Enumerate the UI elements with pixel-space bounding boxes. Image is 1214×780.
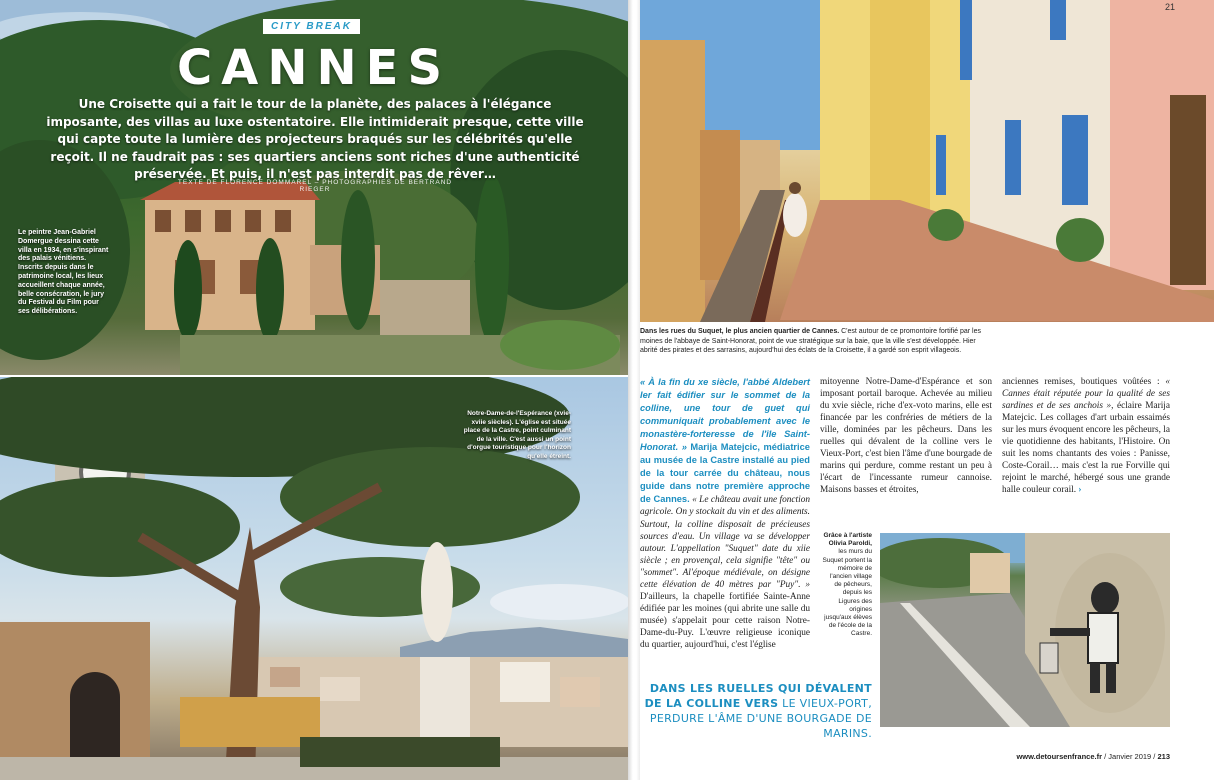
column-3-rest: , éclaire Marija Matejcic. Les collages d'art urbain essaimés sur les murs évoquent encore les pêcheurs, la vie quotidienne des habitants, l'Histoire. On suit les noms chantants des voies : Panisse, Coste-Corail… mais c'est la rue Forville qui rejoint le marché, hébergé sous une grande halle couleur corail. (1002, 401, 1170, 496)
street-photo-caption (640, 327, 988, 356)
footer-issue: / Janvier 2019 / (1102, 752, 1158, 761)
section-kicker: CITY BREAK (263, 19, 360, 34)
mural-caption-lead: Grâce à l'artiste Olivia Paroldi, (823, 532, 872, 548)
street-photo-caption-lead: Dans les rues du Suquet, le plus ancien quartier de Cannes. (640, 328, 840, 335)
page-footer (1010, 752, 1170, 761)
column-1-tail: D'ailleurs, la chapelle fortifiée Sainte-Anne édifiée par les moines (qui abrite une salle du musée) s'appelait pour cette raison Notre-Dame-du-Puy. L'œuvre religieuse iconique du quartier, aujourd'hui, c'est l'église (640, 591, 810, 650)
column-3-start: anciennes remises, boutiques voûtées : (1002, 377, 1160, 387)
church-caption: Notre-Dame-de-l'Espérance (xvie-xviie siècles). L'église est située place de la Castre, point culminant de la ville. C'est aussi un point d'orgue touristique pour l'horizon qu'elle étreint. (463, 410, 571, 460)
pull-quote-bold: DANS LES RUELLES QUI DÉVALENT DE LA COLLINE VERS (644, 682, 872, 710)
footer-website: www.detoursenfrance.fr (1016, 752, 1103, 761)
pull-quote (640, 681, 872, 741)
street-art-mural-photo (880, 533, 1170, 727)
page-number-right: 21 (1165, 2, 1176, 12)
intro-paragraph: Une Croisette qui a fait le tour de la planète, des palaces à l'élégance imposante, des villas au luxe ostentatoire. Elle intimiderait presque, cette ville qui capte toute la lumière des projecteurs braqués sur les célébrités qu'elle reçoit. Il ne faudrait pas : ses quartiers anciens sont riches d'une authenticité préservée. Et puis, il n'est pas interdit pas de rêver… (46, 97, 584, 181)
body-column-2: mitoyenne Notre-Dame-d'Espérance et son imposant portail baroque. Achevée au milieu du xvie siècle, riche d'ex-voto marins, elle est financée par les confréries de métiers de la ville, dominées par les pêcheurs. Dans les ruelles qui dévalent de la colline vers le Vieux-Port, c'est bien l'âme d'une bourgade de marins qui perdure, comme restant un peu à l'écart de l'incessante rumeur cannoise. Maisons basses et étroites, (820, 377, 992, 496)
column-3-quote: « Cannes était réputée pour la qualité de ses sardines et de ses anchois » (1002, 377, 1170, 412)
footer-page-number: 213 (1157, 752, 1170, 761)
continue-arrow-icon: › (1078, 485, 1082, 496)
street-photo-caption-body: C'est autour de ce promontoire fortifié par les moines de l'abbaye de Saint-Honorat, point de vue stratégique sur la baie, que la ville s'est développée. Hier abrité des pirates et des sarrasins, aujourd'hui des éclats de la Croisette, il a gardé son esprit villageois. (640, 328, 981, 354)
guide-intro: Marija Matejcic, médiatrice au musée de la Castre installé au pied de la tour carrée du château, nous guide dans notre première approche de Cannes. (640, 442, 810, 505)
mural-caption-body: les murs du Suquet portent la mémoire de l'ancien village de pêcheurs, depuis les Ligures des origines jusqu'aux élèves de l'école de la Castre. (822, 548, 872, 638)
mural-caption (822, 532, 872, 639)
lead-quote: « À la fin du xe siècle, l'abbé Aldebert Ier fait édifier sur le sommet de la colline, une tour de guet qui communiquait probablement avec le monastère-forteresse de l'île Saint-Honorat. » (640, 377, 810, 453)
guide-quote: « Le château avait une fonction agricole. On y stockait du vin et des aliments. Surtout, la colline disposait de précieuses sources d'eau. Un village va se développer autour. L'appellation "Suquet" date du xiie siècle ; en provençal, cela signifie "tête" ou "sommet". Al'époque médiévale, on désigne cette élévation de 40 mètres par "Puy". » (640, 495, 810, 590)
suquet-street-photo (640, 0, 1214, 322)
article-title: CANNES (176, 40, 452, 96)
byline-credit: TEXTE DE FLORENCE DOMMAREL – PHOTOGRAPHIES DE BERTRAND RIEGER (177, 179, 453, 193)
villa-caption: Le peintre Jean-Gabriel Domergue dessina cette villa en 1934, en s'inspirant des palais vénitiens. Inscrits depuis dans le patrimoine local, les lieux accueillent chaque année, belle consécration, le jury du Festival du Film pour ses délibérations. (18, 229, 109, 316)
body-column-1 (640, 376, 810, 651)
pull-quote-rest: LE VIEUX-PORT, PERDURE L'ÂME D'UNE BOURGADE DE MARINS. (649, 697, 872, 740)
page-gutter (628, 0, 640, 780)
body-column-3 (1002, 376, 1170, 496)
